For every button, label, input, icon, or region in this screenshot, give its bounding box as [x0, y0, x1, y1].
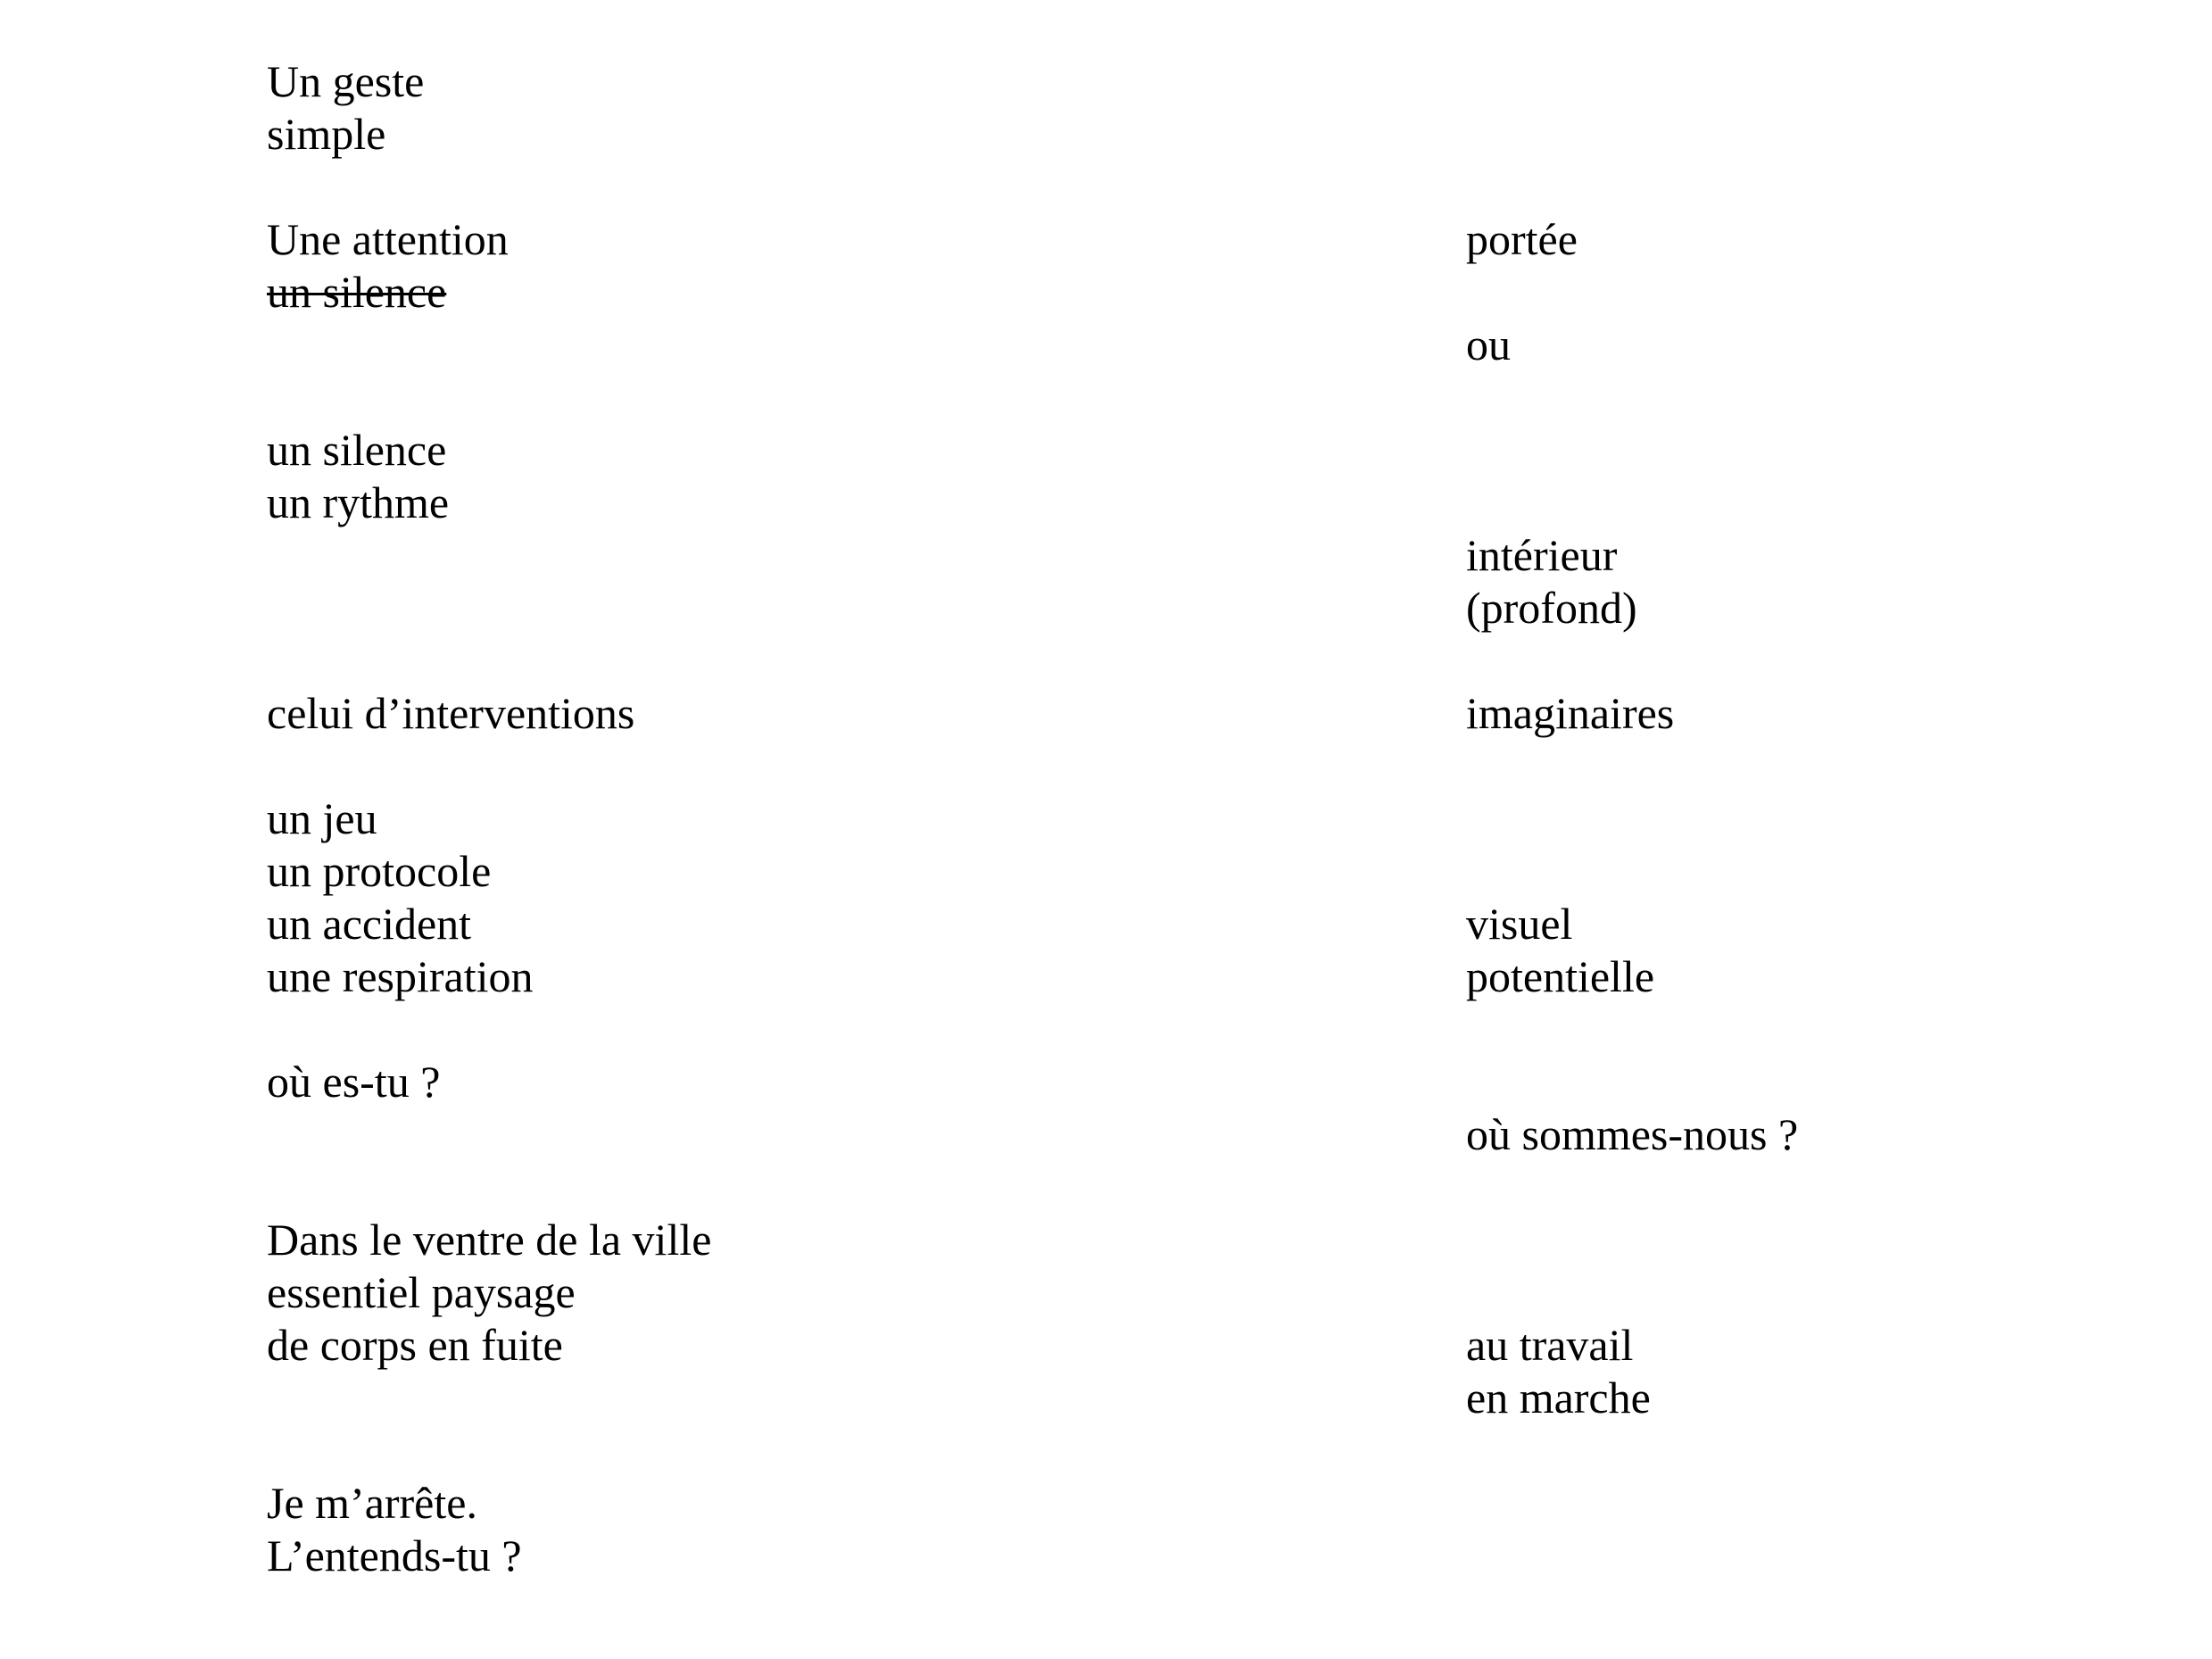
poem-line-right: imaginaires	[1466, 688, 1675, 738]
poem-line-right: ou	[1466, 319, 1511, 369]
poem-line-right: potentielle	[1466, 951, 1655, 1001]
poem-line: où es-tu ?	[267, 1057, 441, 1107]
poem-line: Dans le ventre de la ville	[267, 1215, 712, 1265]
poem-line: Je m’arrête.	[267, 1478, 477, 1528]
poem-line: simple	[267, 109, 386, 159]
poem-line: une respiration	[267, 951, 534, 1001]
poem-line: de corps en fuite	[267, 1320, 563, 1370]
poem-line-right: intérieur	[1466, 530, 1618, 580]
poem-line: celui d’interventions	[267, 688, 635, 738]
poem-line-right: (profond)	[1466, 583, 1637, 633]
poem-line: Un geste	[267, 56, 425, 106]
poem-line: un rythme	[267, 477, 450, 527]
poem-line-right: en marche	[1466, 1373, 1651, 1423]
poem-line: essentiel paysage	[267, 1267, 576, 1317]
poem-line-right: où sommes-nous ?	[1466, 1109, 1799, 1159]
poem-line-right: au travail	[1466, 1320, 1634, 1370]
poem-line: un jeu	[267, 793, 377, 843]
poem-line: un protocole	[267, 846, 492, 896]
poem-line-right: portée	[1466, 214, 1578, 264]
poem-line-right: visuel	[1466, 899, 1573, 949]
poem-line: Une attention	[267, 214, 509, 264]
poem-line-struck: un silence	[267, 267, 447, 317]
poem-line: un accident	[267, 899, 472, 949]
poem-line: un silence	[267, 425, 447, 475]
poem-line: L’entends-tu ?	[267, 1530, 522, 1580]
